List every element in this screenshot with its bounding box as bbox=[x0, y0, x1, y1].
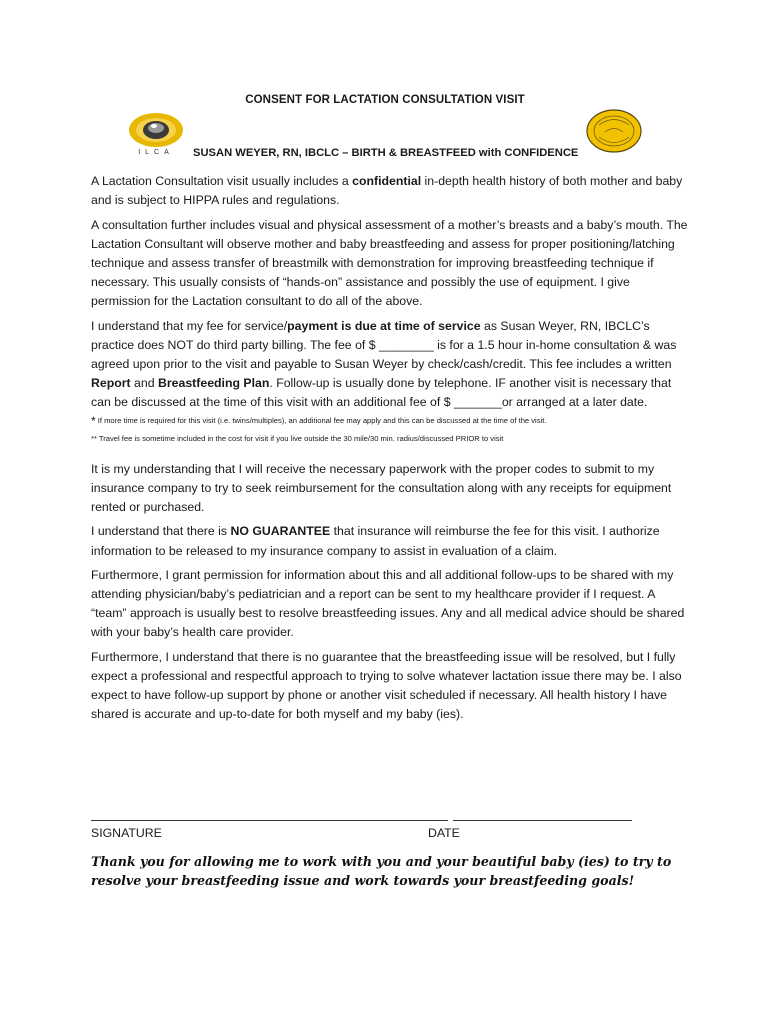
date-label: DATE bbox=[428, 826, 460, 840]
paragraph-permission: Furthermore, I grant permission for information about this and all additional follow-ups to be shared with my attending physician/baby’s pediatrician and a report can be sent to my healthcare provider if I request. A “team” approach is usually best to resolve breastfeeding issues. Any and all medical advice should be shared with your baby’s health care provider. bbox=[91, 568, 685, 640]
paragraph-fee-text-2: as Susan Weyer, RN, IBCLC’s practice does NOT do third party billing. The fee of $ ________ is for a 1.5 hour in-home consultation & was agreed upon prior to the visit and payable to Susan Weyer by check/cash/credit. This fee includes a written bbox=[91, 318, 677, 371]
ilca-logo-text: ILCA bbox=[138, 149, 174, 156]
date-line[interactable] bbox=[453, 820, 632, 821]
footnote-travel-fee: ** Travel fee is sometime included in the cost for visit if you live outside the 30 mile/30 min. radius/discussed PRIOR to visit bbox=[91, 434, 504, 444]
document-subtitle: SUSAN WEYER, RN, IBCLC – BIRTH & BREASTFEED with CONFIDENCE bbox=[193, 147, 579, 159]
footnote-star: * bbox=[91, 414, 96, 429]
consent-body bbox=[91, 172, 691, 730]
paragraph-expectations: Furthermore, I understand that there is no guarantee that the breastfeeding issue will be resolved, but I fully expect a professional and respectful approach to trying to solve whatever lactation issue there may be. I also expect to have follow-up support by phone or another visit scheduled if necessary. All health history I have shared is accurate and up-to-date for both myself and my baby (ies). bbox=[91, 649, 682, 722]
signature-label: SIGNATURE bbox=[91, 826, 162, 840]
paragraph-fee-bold-payment: payment is due at time of service bbox=[287, 318, 481, 333]
ilca-logo-icon bbox=[127, 111, 185, 151]
paragraph-paperwork: It is my understanding that I will receive the necessary paperwork with the proper codes to submit to my insurance company to try to seek reimbursement for the consultation along with any receipts for equipment rented or purchased. bbox=[91, 461, 672, 514]
paragraph-fee bbox=[91, 317, 691, 412]
ilca-logo bbox=[127, 111, 185, 161]
paragraph-fee-bold-plan: Breastfeeding Plan bbox=[157, 375, 270, 390]
badge-seal-icon bbox=[585, 108, 643, 154]
document-title: CONSENT FOR LACTATION CONSULTATION VISIT bbox=[245, 94, 525, 106]
paragraph-history-bold: confidential bbox=[352, 174, 422, 188]
paragraph-guarantee-text-end: that insurance will reimburse the fee for this visit. I authorize information to be released to my insurance company to assist in evaluation of a claim. bbox=[91, 524, 660, 558]
badge-logo bbox=[585, 108, 643, 154]
footnote-additional-fee-text: If more time is required for this visit (i.e. twins/multiples), an additional fee may apply and this can be discussed at the time of the visit. bbox=[95, 416, 547, 426]
paragraph-fee-text: I understand that my fee for service/ bbox=[91, 318, 288, 333]
closing-message: Thank you for allowing me to work with you and your beautiful baby (ies) to try to resolve your breastfeeding issue and work towards your breastfeeding goals! bbox=[91, 854, 672, 888]
paragraph-fee-text-3: and bbox=[130, 375, 158, 390]
paragraph-history bbox=[91, 172, 691, 210]
paragraph-guarantee-text: I understand that there is bbox=[91, 524, 231, 539]
paragraph-guarantee bbox=[91, 522, 691, 560]
paragraph-assessment: A consultation further includes visual and physical assessment of a mother’s breasts and a baby’s mouth. The Lactation Consultant will observe mother and baby breastfeeding and assess for proper positioning/latching technique and assess transfer of breastmilk with demonstration for improving breastfeeding technique if necessary. This usually consists of “hands-on” assistance and possibly the use of equipment. I give permission for the Lactation consultant to do all of the above. bbox=[91, 217, 688, 309]
paragraph-history-text: A Lactation Consultation visit usually includes a bbox=[91, 174, 353, 188]
paragraph-fee-bold-report: Report bbox=[91, 375, 131, 390]
paragraph-guarantee-bold: NO GUARANTEE bbox=[230, 524, 331, 539]
paragraph-history-text-end: in-depth health history of both mother and baby and is subject to HIPPA rules and regulations. bbox=[91, 174, 683, 208]
paragraph-fee-text-4: . Follow-up is usually done by telephone. IF another visit is necessary that can be discussed at the time of this visit with an additional fee of $ _______or arranged at a later date. bbox=[91, 375, 672, 410]
footnote-additional-fee bbox=[91, 415, 691, 428]
signature-line[interactable] bbox=[91, 820, 448, 821]
